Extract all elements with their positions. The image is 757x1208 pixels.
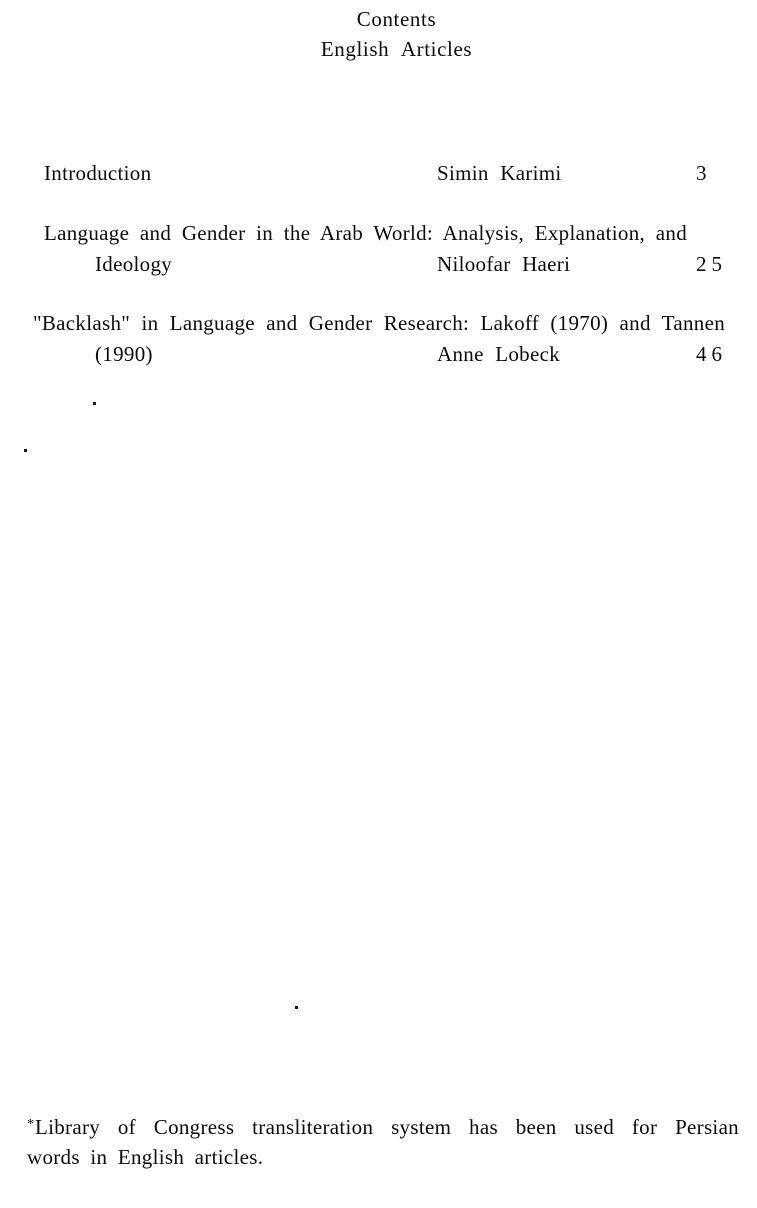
footnote-text-line-1: Library of Congress transliteration system has been used for Persian xyxy=(35,1115,739,1139)
toc-entry-language-gender-arab-world xyxy=(44,218,725,280)
toc-entry-line xyxy=(44,158,725,189)
footnote-line-2: words in English articles. xyxy=(27,1145,264,1169)
page-title: Contents xyxy=(356,7,437,31)
toc-entry-title-line-2: (1990) xyxy=(95,342,153,366)
scan-speck xyxy=(295,1006,298,1009)
toc-entry-author: Simin Karimi xyxy=(437,161,562,185)
toc-entry-page-number: 25 xyxy=(696,252,727,276)
footnote xyxy=(27,1112,739,1172)
toc-entry-title-line-2: Ideology xyxy=(95,252,173,276)
toc-entry-introduction xyxy=(44,158,725,189)
toc-entry-page-number: 3 xyxy=(696,161,712,185)
footnote-line-1 xyxy=(27,1112,739,1142)
toc-entry-title: Introduction xyxy=(44,161,152,185)
toc-entry-title-line-1: "Backlash" in Language and Gender Research: Lakoff (1970) and Tannen xyxy=(33,311,725,335)
toc-entry-backlash-language-gender xyxy=(33,308,727,370)
toc-entry-title-line-1: Language and Gender in the Arab World: Analysis, Explanation, and xyxy=(44,221,687,245)
toc-entry-line-2 xyxy=(44,339,725,370)
scan-speck xyxy=(93,402,96,405)
toc-entry-line-2 xyxy=(44,249,725,280)
table-of-contents xyxy=(33,0,727,1208)
toc-entry-author: Anne Lobeck xyxy=(437,342,561,366)
toc-entry-page-number: 46 xyxy=(696,342,727,366)
toc-entry-author: Niloofar Haeri xyxy=(437,252,571,276)
scan-speck xyxy=(24,449,27,452)
section-subtitle: English Articles xyxy=(320,37,473,61)
footnote-asterisk-marker: * xyxy=(27,1117,34,1132)
